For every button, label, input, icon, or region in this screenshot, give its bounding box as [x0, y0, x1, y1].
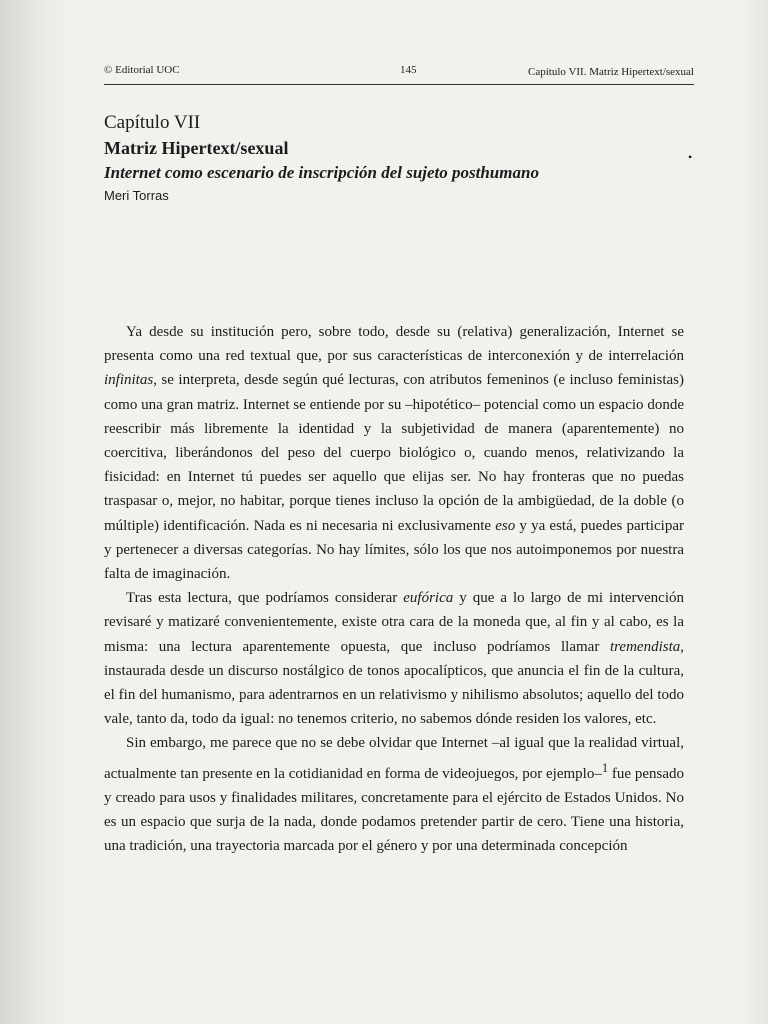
chapter-heading [104, 110, 704, 206]
text-run: Ya desde su institución pero, sobre todo, desde su (relativa) generalización, Internet se presenta como una red textual que, por sus características de interconexión y de interrelación [104, 324, 684, 365]
text-run: y ya está, puedes participar y pertenecer a diversas categorías. No hay límites, sólo los que nos autoimponemos por nuestra falta de imaginación. [104, 517, 684, 583]
italic-term: tremendista [609, 638, 681, 655]
text-run: fue pensado y creado para usos y finalidades militares, concretamente para el ejército de Estados Unidos. No es un espacio que surja de la nada, donde podamos pretender partir de cero. Tiene una historia, una tradición, una trayectoria marcada por el género y por una determinada concepción [104, 765, 684, 855]
chapter-subtitle: Internet como escenario de inscripción del sujeto posthumano [104, 163, 539, 182]
page-edge-shadow [738, 0, 768, 1024]
italic-term: eufórica [403, 590, 454, 607]
stray-mark: • [688, 150, 693, 164]
page-number: 145 [400, 64, 417, 76]
running-chapter-title: Capítulo VII. Matriz Hipertext/sexual [528, 66, 694, 78]
paragraph [104, 731, 684, 858]
text-run: , instaurada desde un discurso nostálgico de tonos apocalípticos, que anuncia el fin de la cultura, el fin del humanismo, para adentrarnos en un relativismo y nihilismo absolutos; aquello del todo vale, tanto da, todo da igual: no tenemos criterio, no sabemos dónde residen los valores, etc. [104, 638, 684, 728]
text-run: , se interpreta, desde según qué lecturas, con atributos femeninos (e incluso feministas) como una gran matriz. Internet se entiende por su –hipotético– potencial como un espacio donde reescribir más libremente la identidad y la subjetividad de manera (aparentemente) no coercitiva, liberándonos del peso del cuerpo biológico o, cuando menos, relativizando la fisicidad: en Internet tú puedes ser aquello que elijas ser. No hay fronteras que no puedas traspasar o, mejor, no habitar, porque tienes incluso la opción de la ambigüedad, de la doble (o múltiple) identificación. Nada es ni necesaria ni exclusivamente [104, 372, 684, 534]
paragraph [104, 320, 684, 586]
author-name: Meri Torras [104, 188, 169, 203]
publisher-credit: © Editorial UOC [104, 64, 180, 76]
italic-term: eso [495, 517, 516, 534]
chapter-title: Matriz Hipertext/sexual [104, 138, 289, 158]
body-text [104, 320, 684, 858]
text-run: y que a lo largo de mi intervención revisaré y matizaré convenientemente, existe otra cara de la moneda que, al fin y al cabo, es la misma: una lectura aparentemente opuesta, que incluso podríamos llamar [104, 590, 685, 655]
page-gutter-shadow [0, 0, 70, 1024]
paragraph [104, 586, 684, 731]
running-head [104, 64, 694, 85]
text-run: Tras esta lectura, que podríamos considerar [126, 590, 404, 607]
text-run: Sin embargo, me parece que no se debe olvidar que Internet –al igual que la realidad virtual, actualmente tan presente en la cotidianidad en forma de videojuegos, por ejemplo– [104, 735, 684, 782]
chapter-label: Capítulo VII [104, 112, 201, 133]
footnote-ref: 1 [601, 760, 609, 775]
italic-term: infinitas [104, 372, 154, 389]
